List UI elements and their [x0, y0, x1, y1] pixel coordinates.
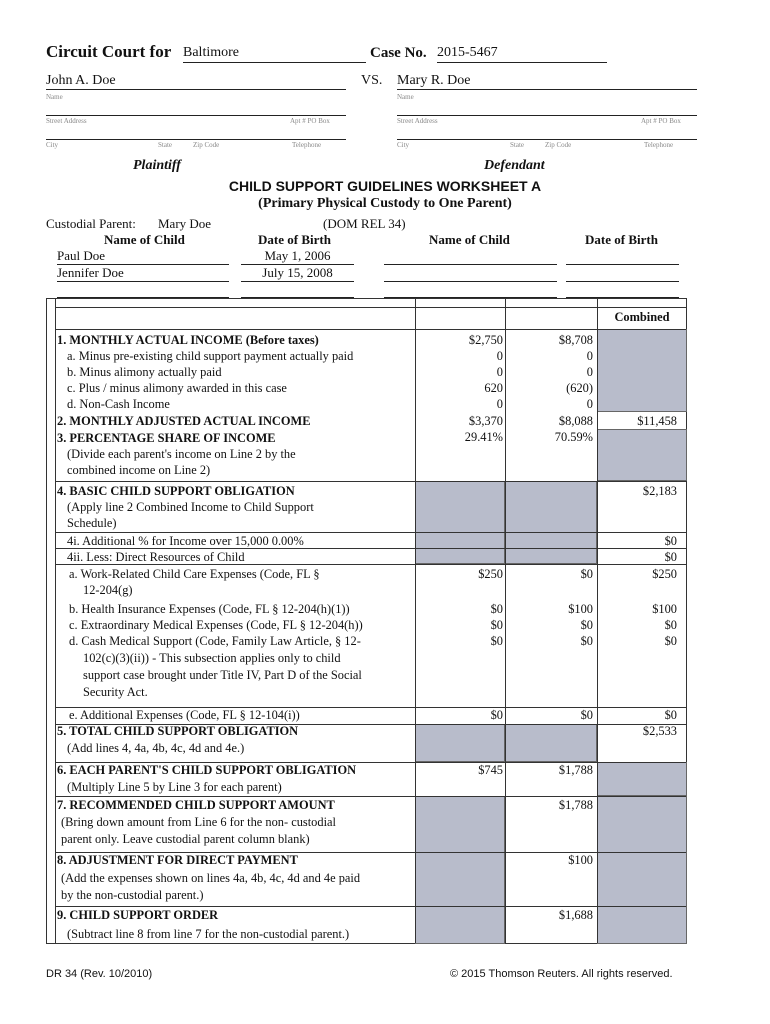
line-6-defendant: $1,788	[558, 763, 593, 777]
line-4-sub1: (Apply line 2 Combined Income to Child Support	[67, 500, 314, 514]
defendant-city-field[interactable]	[397, 138, 697, 140]
line-4b-defendant[interactable]: $100	[568, 602, 593, 616]
shaded-cell	[597, 429, 687, 481]
child-name-header: Name of Child	[104, 232, 185, 247]
child-name-field-3[interactable]	[384, 264, 557, 265]
line-8-label: 8. ADJUSTMENT FOR DIRECT PAYMENT	[57, 853, 298, 867]
line-6-label: 6. EACH PARENT'S CHILD SUPPORT OBLIGATION	[57, 763, 357, 777]
shaded-cell	[597, 796, 687, 944]
line-5-combined: $2,533	[642, 724, 677, 738]
line-8-sub1: (Add the expenses shown on lines 4a, 4b, 4c, 4d and 4e paid	[61, 871, 361, 885]
line-4-combined: $2,183	[642, 484, 677, 498]
child-dob-field-1[interactable]	[241, 248, 354, 265]
line-2-defendant: $8,088	[558, 414, 593, 428]
plaintiff-street-caption: Street Address	[46, 117, 87, 125]
form-id: DR 34 (Rev. 10/2010)	[46, 968, 153, 980]
plaintiff-name-caption: Name	[46, 93, 63, 101]
defendant-tel-caption: Telephone	[644, 141, 674, 149]
child-name-header-2: Name of Child	[429, 232, 510, 247]
line-1c-defendant[interactable]: (620)	[566, 381, 593, 395]
plaintiff-street-field[interactable]	[46, 114, 346, 116]
line-2-combined: $11,458	[637, 414, 677, 428]
worksheet-title: CHILD SUPPORT GUIDELINES WORKSHEET A	[228, 178, 542, 194]
line-3-sub2: combined income on Line 2)	[67, 463, 211, 477]
line-4b-label: b. Health Insurance Expenses (Code, FL § 12-204(h)(1))	[69, 602, 350, 616]
line-4-sub2: Schedule)	[67, 516, 117, 530]
defendant-city-caption: City	[397, 141, 410, 149]
defendant-name: Mary R. Doe	[397, 73, 471, 88]
court-value: Baltimore	[183, 45, 239, 60]
line-4d-sub3: Security Act.	[83, 685, 148, 699]
shaded-cell	[505, 481, 597, 564]
defendant-name-field[interactable]	[397, 73, 697, 90]
line-4a-combined: $250	[652, 567, 677, 581]
line-1a-label: a. Minus pre-existing child support payment actually paid	[67, 349, 354, 363]
copyright: © 2015 Thomson Reuters. All rights reserved.	[450, 968, 673, 980]
line-6-sub: (Multiply Line 5 by Line 3 for each parent)	[67, 780, 282, 794]
plaintiff-name: John A. Doe	[46, 73, 116, 88]
case-label: Case No.	[370, 45, 427, 61]
court-field[interactable]	[183, 45, 366, 63]
shaded-cell	[415, 724, 505, 762]
child-dob-header: Date of Birth	[258, 232, 331, 247]
line-4a-plaintiff[interactable]: $250	[478, 567, 503, 581]
shaded-cell	[505, 724, 597, 762]
line-1a-plaintiff[interactable]: 0	[496, 349, 503, 363]
shaded-cell	[415, 796, 505, 944]
case-field[interactable]	[437, 45, 607, 63]
child-dob-2: July 15, 2008	[262, 265, 333, 280]
line-1b-plaintiff[interactable]: 0	[496, 365, 503, 379]
line-4b-combined: $100	[652, 602, 677, 616]
defendant-name-caption: Name	[397, 93, 414, 101]
plaintiff-zip-caption: Zip Code	[193, 141, 220, 149]
line-4e-label: e. Additional Expenses (Code, FL § 12-104(i))	[69, 708, 300, 722]
plaintiff-name-field[interactable]	[46, 73, 346, 90]
line-1d-label: d. Non-Cash Income	[67, 397, 170, 411]
line-9-sub: (Subtract line 8 from line 7 for the non-custodial parent.)	[67, 927, 350, 941]
line-1d-plaintiff[interactable]: 0	[496, 397, 503, 411]
shaded-cell	[597, 762, 687, 796]
dom-rel-label: (DOM REL 34)	[323, 216, 406, 231]
child-dob-field-3[interactable]	[566, 264, 679, 265]
child-name-field-1[interactable]	[57, 248, 229, 265]
line-1b-defendant[interactable]: 0	[586, 365, 593, 379]
line-6-plaintiff: $745	[478, 763, 503, 777]
line-9-label: 9. CHILD SUPPORT ORDER	[57, 908, 219, 922]
line-4e-defendant[interactable]: $0	[580, 708, 593, 722]
line-3-defendant: 70.59%	[554, 430, 593, 444]
defendant-role: Defendant	[484, 158, 545, 173]
line-1b-label: b. Minus alimony actually paid	[67, 365, 222, 379]
line-4d-label: d. Cash Medical Support (Code, Family Law Article, § 12-	[69, 634, 361, 648]
custodial-label: Custodial Parent:	[46, 216, 136, 231]
line-4d-sub2: support case brought under Title IV, Part D of the Social	[83, 668, 362, 682]
line-4c-plaintiff[interactable]: $0	[490, 618, 503, 632]
line-9-defendant: $1,688	[558, 908, 593, 922]
line-4i-percent[interactable]: 0.00%	[271, 534, 304, 548]
line-5-label: 5. TOTAL CHILD SUPPORT OBLIGATION	[57, 724, 299, 738]
line-2-plaintiff: $3,370	[468, 414, 503, 428]
court-label: Circuit Court for	[46, 42, 172, 61]
line-4d-plaintiff[interactable]: $0	[490, 634, 503, 648]
line-4e-plaintiff[interactable]: $0	[490, 708, 503, 722]
line-3-sub1: (Divide each parent's income on Line 2 by the	[67, 447, 296, 461]
defendant-apt-caption: Apt # PO Box	[641, 117, 681, 125]
line-1-plaintiff[interactable]: $2,750	[468, 333, 503, 347]
plaintiff-state-caption: State	[158, 141, 172, 149]
line-5-sub: (Add lines 4, 4a, 4b, 4c, 4d and 4e.)	[67, 741, 245, 755]
line-4a-sub: 12-204(g)	[83, 583, 133, 597]
line-4i-combined: $0	[664, 534, 677, 548]
plaintiff-city-caption: City	[46, 141, 59, 149]
child-name-1: Paul Doe	[57, 248, 106, 263]
line-1-label: 1. MONTHLY ACTUAL INCOME (Before taxes)	[57, 333, 319, 347]
line-4a-defendant[interactable]: $0	[580, 567, 593, 581]
line-4d-defendant[interactable]: $0	[580, 634, 593, 648]
line-4c-label: c. Extraordinary Medical Expenses (Code, FL § 12-204(h))	[69, 618, 363, 632]
worksheet-grid	[46, 298, 687, 944]
line-4i-text: 4i. Additional % for Income over 15,000	[67, 534, 269, 548]
line-4b-plaintiff[interactable]: $0	[490, 602, 503, 616]
line-1a-defendant[interactable]: 0	[586, 349, 593, 363]
case-value: 2015-5467	[437, 45, 498, 60]
child-dob-1: May 1, 2006	[264, 248, 331, 263]
child-dob-header-2: Date of Birth	[585, 232, 658, 247]
defendant-street-caption: Street Address	[397, 117, 438, 125]
line-4ii-label: 4ii. Less: Direct Resources of Child	[67, 550, 245, 564]
line-7-label: 7. RECOMMENDED CHILD SUPPORT AMOUNT	[57, 798, 335, 812]
line-8-sub2: by the non-custodial parent.)	[61, 888, 204, 902]
child-name-field-4[interactable]	[384, 281, 557, 282]
line-1d-defendant[interactable]: 0	[586, 397, 593, 411]
line-1-defendant[interactable]: $8,708	[558, 333, 593, 347]
shaded-cell	[415, 481, 505, 564]
line-8-defendant: $100	[568, 853, 593, 867]
line-3-plaintiff: 29.41%	[464, 430, 503, 444]
vs-label: VS.	[361, 73, 383, 88]
defendant-street-field[interactable]	[397, 114, 697, 116]
line-7-sub1: (Bring down amount from Line 6 for the non- custodial	[61, 815, 336, 829]
line-4c-defendant[interactable]: $0	[580, 618, 593, 632]
custodial-value[interactable]: Mary Doe	[158, 216, 212, 231]
line-4d-sub1: 102(c)(3)(ii)) - This subsection applies only to child	[83, 651, 341, 665]
line-7-defendant: $1,788	[558, 798, 593, 812]
line-4ii-combined: $0	[664, 550, 677, 564]
shaded-cell	[597, 329, 687, 412]
child-dob-field-2[interactable]	[241, 265, 354, 282]
line-7-sub2: parent only. Leave custodial parent column blank)	[61, 832, 310, 846]
line-4e-combined: $0	[664, 708, 677, 722]
line-2-label: 2. MONTHLY ADJUSTED ACTUAL INCOME	[57, 414, 311, 428]
line-4-label: 4. BASIC CHILD SUPPORT OBLIGATION	[57, 484, 295, 498]
child-name-field-2[interactable]	[57, 265, 229, 282]
line-4a-label: a. Work-Related Child Care Expenses (Code, FL §	[69, 567, 320, 581]
line-4c-combined: $0	[664, 618, 677, 632]
worksheet-subtitle: (Primary Physical Custody to One Parent)	[258, 196, 512, 211]
child-name-2: Jennifer Doe	[57, 265, 124, 280]
plaintiff-role: Plaintiff	[133, 158, 181, 173]
combined-header: Combined	[614, 310, 670, 324]
plaintiff-city-field[interactable]	[46, 138, 346, 140]
line-1c-label: c. Plus / minus alimony awarded in this case	[67, 381, 287, 395]
plaintiff-apt-caption: Apt # PO Box	[290, 117, 330, 125]
defendant-zip-caption: Zip Code	[545, 141, 572, 149]
line-3-label: 3. PERCENTAGE SHARE OF INCOME	[57, 431, 276, 445]
child-dob-field-4[interactable]	[566, 281, 679, 282]
line-4d-combined: $0	[664, 634, 677, 648]
plaintiff-tel-caption: Telephone	[292, 141, 322, 149]
line-4i-label	[67, 533, 304, 549]
line-1c-plaintiff[interactable]: 620	[484, 381, 503, 395]
defendant-state-caption: State	[510, 141, 524, 149]
